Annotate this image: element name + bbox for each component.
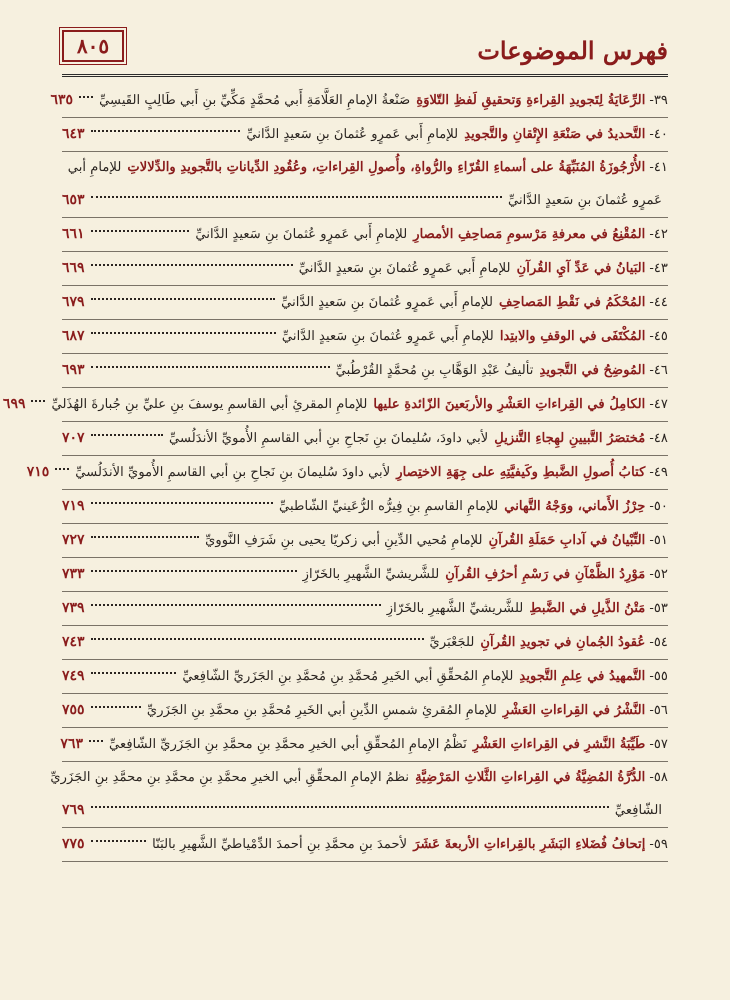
entry-title: كتابُ أُصولِ الضَّبطِ وكَيفيَّتِهِ على جِهَةِ الاختِصارِ	[396, 465, 646, 480]
entry-page: ٧٤٣	[62, 634, 85, 650]
entry-number: ٤٨-	[649, 431, 668, 446]
toc-entry	[62, 320, 668, 354]
entry-title: التَّحديدُ في صَنْعَةِ الإِتْقانِ والتَّجويدِ	[464, 127, 646, 142]
toc-entry	[62, 660, 668, 694]
leader-dots	[79, 96, 93, 98]
entry-author-continued: عَمرٍو عُثمانَ بنِ سَعيدٍ الدَّانيِّ	[507, 193, 662, 208]
entry-author: للإمامِ أَبي عَمرٍو عُثمانَ بنِ سَعيدٍ الدَّانيِّ	[281, 329, 494, 344]
entry-page: ٦٩٣	[62, 362, 85, 378]
leader-dots	[91, 366, 330, 368]
entry-author: للإمامِ مُحيي الدِّينِ أبي زكريّا يحيى بنِ شَرَفِ النَّوويِّ	[205, 533, 483, 548]
entry-author: صَنْعةُ الإمامِ العَلَّامَةِ أَبي مُحمَّدٍ مَكِّيِّ بنِ أَبي طَالِبٍ القَيسِيِّ	[99, 93, 411, 108]
entry-title: الدُّرَّةُ المُضِيَّةُ في القِراءاتِ الثَّلاثِ المَرْضِيَّةِ	[415, 770, 646, 785]
entry-author: نَظْمُ الإمامِ المُحقِّقِ أبي الخيرِ محمَّدِ بنِ محمَّدِ بنِ الجَزَريِّ الشّافِعيِّ	[108, 737, 467, 752]
entry-page: ٧٦٣	[60, 736, 83, 752]
entry-title: البَيانُ في عَدِّ آيِ القُرآنِ	[516, 261, 646, 276]
entry-number: ٤٥-	[649, 329, 668, 344]
leader-dots	[89, 740, 103, 742]
leader-dots	[91, 536, 200, 538]
toc-entry	[62, 252, 668, 286]
toc-entry	[62, 422, 668, 456]
entry-author: للشَّريشيِّ الشَّهيرِ بالخَرّازِ	[386, 601, 524, 616]
entry-author: لأبي داودَ، سُليمانَ بنِ نَجاحِ بنِ أبي القاسمِ الأُمويِّ الأندَلُسيِّ	[169, 431, 489, 446]
entry-title: طَيِّبَةُ النَّشرِ في القِراءاتِ العَشْرِ	[472, 737, 646, 752]
entry-title: التِّبْيانُ في آدابِ حَمَلَةِ القُرآنِ	[488, 533, 646, 548]
entry-author: للإمامِ المُحقِّقِ أبي الخَيرِ مُحمَّدِ بنِ مُحمَّدِ بنِ الجَزَريِّ الشّافِعيِّ	[182, 669, 514, 684]
leader-dots	[91, 806, 609, 808]
entry-number: ٥٥-	[649, 669, 668, 684]
entry-number: ٥٤-	[649, 635, 668, 650]
entry-number: ٥١-	[649, 533, 668, 548]
entry-number: ٥٩-	[649, 837, 668, 852]
entry-author: نظمُ الإمامِ المحقِّقِ أبي الخيرِ محمَّدِ بنِ محمَّدِ بنِ محمَّدِ بنِ الجَزَريِّ	[50, 770, 410, 785]
entry-author: تأليفُ عَبْدِ الوَهَّابِ بنِ مُحمَّدٍ القُرْطُبيِّ	[335, 363, 534, 378]
entry-title: المُكْتَفَى في الوقفِ والابتِدا	[499, 329, 646, 344]
leader-dots	[91, 638, 424, 640]
toc-entry	[62, 626, 668, 660]
entry-page: ٧٠٧	[62, 430, 85, 446]
toc-entry	[62, 152, 668, 218]
toc-entry	[62, 286, 668, 320]
entry-title: المُحْكَمُ في نَقْطِ المَصاحِفِ	[498, 295, 646, 310]
entry-number: ٤٩-	[649, 465, 668, 480]
toc-entry	[62, 694, 668, 728]
entry-page: ٦٧٩	[62, 294, 85, 310]
entry-title: مَتْنُ الذَّيلِ في الضَّبطِ	[529, 601, 646, 616]
toc-entry	[62, 218, 668, 252]
leader-dots	[91, 706, 141, 708]
entry-author: للإمامِ القاسمِ بنِ فِيرُّه الرُّعَينيِّ الشّاطبيِّ	[279, 499, 499, 514]
entry-author: لأحمدَ بنِ محمَّدِ بنِ أحمدَ الدِّمْياطيِّ الشَّهيرِ بالبَنّا	[152, 837, 408, 852]
entry-number: ٤١-	[649, 160, 668, 175]
leader-dots	[91, 672, 177, 674]
entry-author-continued: الشّافِعيِّ	[614, 803, 662, 818]
entry-title: الكامِلُ في القِراءاتِ العَشْرِ والأربَعينَ الزّائدةِ عليها	[373, 397, 646, 412]
toc-entry	[26, 456, 668, 490]
entry-title: الأُرْجُوزَةُ المُنَبِّهَةُ على أسماءِ القُرّاءِ والرُّواةِ، وأُصولِ القِراءاتِ، وعُقُودِ الدِّياناتِ بالتَّجويدِ والدِّلالاتِ	[127, 160, 646, 175]
entry-author: للإمامِ أَبي عَمرٍو عُثمانَ بنِ سَعيدٍ الدَّانيِّ	[298, 261, 511, 276]
entry-page: ٧٢٧	[62, 532, 85, 548]
entry-title: المُقْنِعُ في معرفةِ مَرْسومِ مَصاحِفِ الأمصارِ	[413, 227, 646, 242]
entry-author: للشَّريشيِّ الشَّهيرِ بالخَرّازِ	[302, 567, 440, 582]
toc-entry	[2, 388, 668, 422]
leader-dots	[91, 502, 273, 504]
entry-page: ٧٣٩	[62, 600, 85, 616]
leader-dots	[55, 468, 69, 470]
entry-title: حِرْزُ الأَماني، ووَجْهُ التَّهاني	[504, 499, 646, 514]
entry-page: ٧٣٣	[62, 566, 85, 582]
entry-title: مُختصَرُ التَّبيينِ لهِجاءِ التَّنزيلِ	[494, 431, 646, 446]
entry-number: ٣٩-	[649, 93, 668, 108]
leader-dots	[91, 298, 276, 300]
entry-title: إتحافُ فُضَلاءِ البَشَرِ بالقِراءاتِ الأربعةَ عَشَرَ	[413, 837, 646, 852]
page-header	[62, 30, 668, 77]
entry-number: ٥٢-	[649, 567, 668, 582]
leader-dots	[91, 434, 163, 436]
entry-author: للجَعْبَريِّ	[429, 635, 475, 650]
entry-author: للإمامِ المقرئِ أبي القاسمِ يوسفَ بنِ عليِّ بنِ جُبارةَ الهُذَليِّ	[51, 397, 368, 412]
entry-author: لأبي داودَ سُليمانَ بنِ نَجاحِ بنِ أبي القاسمِ الأُمويِّ الأندَلُسيِّ	[75, 465, 391, 480]
toc-entry	[62, 728, 668, 762]
entry-author: للإمامِ أَبي عَمرٍو عُثمانَ بنِ سَعيدٍ الدَّانيِّ	[195, 227, 408, 242]
entry-number: ٥٣-	[649, 601, 668, 616]
entry-author: للإمامِ أَبي عَمرٍو عُثمانَ بنِ سَعيدٍ الدَّانيِّ	[281, 295, 493, 310]
entry-page: ٧١٩	[62, 498, 85, 514]
entry-number: ٤٢-	[649, 227, 668, 242]
entry-page: ٦٦١	[62, 226, 85, 242]
toc-entry	[62, 558, 668, 592]
toc-entry	[62, 524, 668, 558]
leader-dots	[91, 570, 297, 572]
toc-entry	[62, 118, 668, 152]
entry-title: الرِّعَايَةُ لِتَجويدِ القِراءةِ وَتحقيقِ لَفظِ التّلاوَةِ	[416, 93, 646, 108]
toc-entry	[50, 84, 668, 118]
leader-dots	[91, 196, 502, 198]
leader-dots	[91, 130, 241, 132]
entry-title: النَّشْرُ في القِراءاتِ العَشْرِ	[502, 703, 646, 718]
entry-number: ٥٧-	[649, 737, 668, 752]
entry-page: ٦٤٣	[62, 126, 85, 142]
entry-number: ٥٠-	[649, 499, 668, 514]
entry-page: ٧١٥	[26, 464, 50, 480]
page-number: ٨٠٥	[62, 30, 124, 62]
entry-number: ٤٣-	[649, 261, 668, 276]
toc-entry	[50, 762, 668, 828]
toc-entry	[62, 490, 668, 524]
entry-page: ٧٧٥	[62, 836, 85, 852]
entry-title: عُقودُ الجُمانِ في تجويدِ القُرآنِ	[480, 635, 646, 650]
entry-page: ٦٦٩	[62, 260, 85, 276]
entry-author: للإمامِ المُقرئِ شمسِ الدِّينِ أبي الخَيرِ مُحمَّدِ بنِ محمَّدِ بنِ الجَزَريِّ	[146, 703, 497, 718]
leader-dots	[91, 604, 381, 606]
entry-page: ٧٥٥	[62, 702, 85, 718]
entry-page: ٧٤٩	[62, 668, 85, 684]
entry-number: ٥٨-	[649, 770, 668, 785]
leader-dots	[91, 264, 293, 266]
leader-dots	[91, 332, 276, 334]
toc-entry	[62, 828, 668, 862]
entry-number: ٥٦-	[649, 703, 668, 718]
entry-title: مَوْرِدُ الظَّمْآنِ في رَسْمِ أحرُفِ القُرآنِ	[445, 567, 646, 582]
entry-author: للإمامِ أبي	[67, 160, 122, 175]
entry-number: ٤٦-	[649, 363, 668, 378]
toc-entry	[62, 592, 668, 626]
entry-title: المُوضِحُ في التَّجويدِ	[539, 363, 646, 378]
page-title: فهرس الموضوعات	[477, 36, 668, 65]
leader-dots	[91, 230, 190, 232]
entry-page: ٦٩٩	[2, 396, 26, 412]
entry-page: ٦٨٧	[62, 328, 85, 344]
entry-author: للإمامِ أَبي عَمرٍو عُثمانَ بنِ سَعيدٍ الدَّانيِّ	[246, 127, 459, 142]
toc-list	[2, 84, 668, 862]
toc-entry	[62, 354, 668, 388]
entry-number: ٤٤-	[649, 295, 668, 310]
entry-title: التَّمهيدُ في عِلمِ التَّجويدِ	[519, 669, 646, 684]
entry-page: ٧٦٩	[62, 802, 85, 818]
leader-dots	[31, 400, 45, 402]
entry-number: ٤٠-	[649, 127, 668, 142]
entry-page: ٦٣٥	[50, 92, 74, 108]
leader-dots	[91, 840, 147, 842]
entry-page: ٦٥٣	[62, 192, 85, 208]
entry-number: ٤٧-	[649, 397, 668, 412]
